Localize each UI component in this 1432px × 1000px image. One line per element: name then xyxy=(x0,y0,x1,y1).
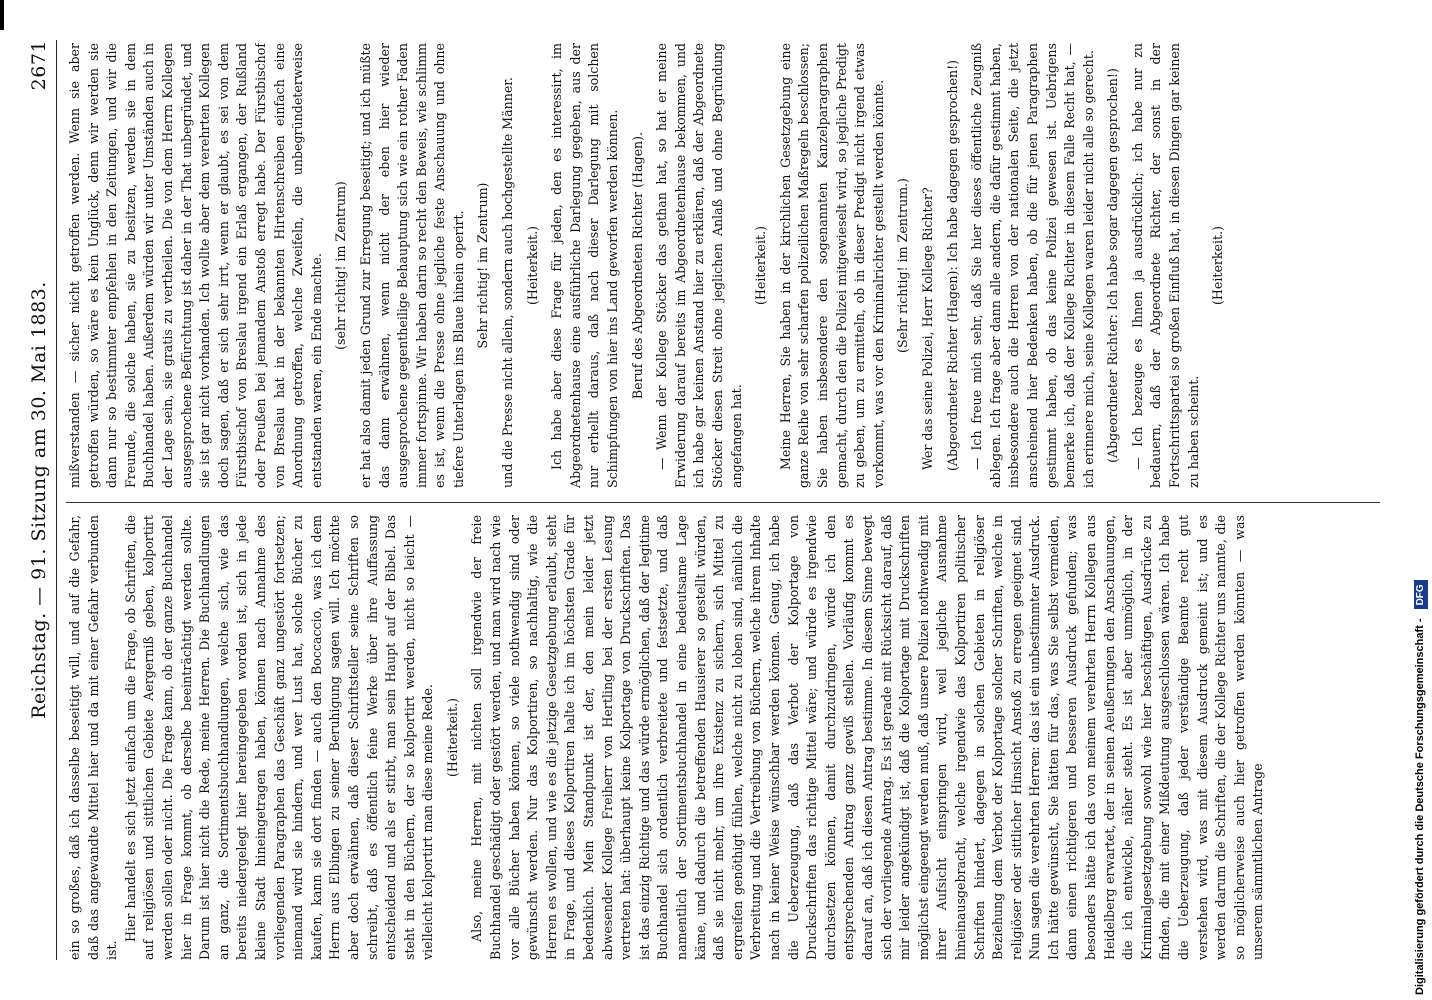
dfg-logo: DFG xyxy=(1414,580,1428,609)
funding-notice-text: Digitalisierung gefördert durch die Deutsche Forschungsgemeinschaft - xyxy=(1414,618,1426,995)
interjection: (Heiterkeit.) xyxy=(1210,226,1226,305)
document-page xyxy=(10,0,1390,1000)
interjection: (Abgeordneter Richter: Ich habe sogar dagegen gesprochen!) xyxy=(1105,68,1121,463)
paragraph: er hat also damit jeden Grund zur Erregung beseitigt; und ich müßte das dann erwähnen, wenn nicht der eben hier wieder ausgesprochene gegentheilige Behauptung sich wie ein rother Faden immer fortspinne. Wir haben darin so recht den Beweis, wie schlimm es ist, wenn die Presse ohne jegliche feste Anschauung und ohne tiefere Unterlagen ins Blaue hinein operirt. xyxy=(357,43,466,488)
interjection: (sehr richtig! im Zentrum) xyxy=(333,181,349,350)
paragraph: Also, meine Herren, mit nichten soll irgendwie der freie Buchhandel geschädigt oder gestört werden, und man wird nach wie vor alle Bücher haben können, so viele nothwendig sind oder gewünscht werden. Nur das Kolportiren, so nachhaltig, wie die Herren es wollen, und wie es die jetzige Gesetzgebung erlaubt, steht in Frage, und dieses Kolportiren halte ich im höchsten Grade für bedenklich. Mein Standpunkt ist der, den mein leider jetzt abwesender Kollege Freiherr von Hertling bei der ersten Lesung vertreten hat: überhaupt keine Kolportage von Druckschriften. Das ist das einzig Richtige und das würde ermöglichen, daß der legitime Buchhandel sich ordentlich verbreitete und festsetzte, und daß namentlich der Sortimentsbuchhandel in eine bedeutsame Lage käme, und dadurch die betreffenden Hausierer so gestellt würden, daß sie nicht mehr, um ihre Existenz zu sichern, sich Mittel zu ergreifen genöthigt fühlen, welche nicht zu loben sind, nämlich die Verbreitung und die Vertreibung von Büchern, welche ihrem Inhalte nach in keiner Weise wünschbar werden können. Genug, ich habe die Ueberzeugung, daß das Verbot der Kolportage von Druckschriften das richtige Mittel wäre; und würde es irgendwie durchsetzen können, damit durchzudringen, würde ich den entsprechenden Antrag ganz gewiß stellen. Vorläufig kommt es darauf an, daß ich diesen Antrag bestimme. In diesem Sinne bewegt sich der vorliegende Antrag. Es ist gerade mit Rücksicht darauf, daß mir leider angekündigt ist, daß die Kolportage mit Druckschriften möglichst eingeengt werden muß, daß unsere Polizei nothwendig mit ihrer Aufsicht einspringen wird, weil jegliche Ausnahme hineinausgebracht, welche irgendwie das Kolportiren politischer Schriften hindert, dagegen in solchen Gebieten in religiöser Beziehung dem Verbot der Kolportage solcher Schriften, welche in religiöser oder sittlicher Hinsicht Anstoß zu erregen geeignet sind. Nun sagen die verehrten Herren: das ist ein unbestimmter Ausdruck. Ich hätte gewünscht, Sie hätten für das, was Sie selbst vermeiden, dann einen richtigeren und besseren Ausdruck gefunden; was besonders hätte ich das von meinem verehrten Herrn Kollegen aus Heidelberg erwartet, der in seinen Aeußerungen den Anschauungen, die ich entwickle, näher steht. Es ist aber unmöglich, in der Kriminalgesetzgebung sowohl wie hier beschäftigen, Ausdrücke zu finden, die mit einer Mißdeutung ausgeschlossen wären. Ich habe die Ueberzeugung, daß jeder verständige Beamte recht gut verstehen wird, was mit diesem Ausdruck gemeint ist; und es werden darum die Schriften, die der Kollege Richter uns nannte, die so möglicherweise auch hier getroffen werden könnten — was unserem sämmtlichen Antrage xyxy=(469,515,1266,960)
page-number: 2671 xyxy=(28,40,50,91)
right-column xyxy=(66,43,1380,488)
interjection: Sehr richtig! im Zentrum) xyxy=(475,182,491,349)
interjection: (Heiterkeit.) xyxy=(444,698,460,777)
column-divider xyxy=(66,502,1380,503)
page-header xyxy=(24,40,54,960)
paragraph: — Wenn der Kollege Stöcker das gethan hat, so hat er meine Erwiderung darauf bereits im Abgeordnetenhause bekommen, und ich habe gar keinen Anstand hier zu erklären, daß der Abgeordnete Stöcker diesen Streit ohne jeglichen Anlaß und ohne Begründung angefangen hat. xyxy=(654,43,744,488)
header-rule xyxy=(56,40,57,960)
paragraph: und die Presse nicht allein, sondern auch hochgestellte Männer. xyxy=(500,77,516,488)
paragraph: Ich habe aber diese Frage für jeden, den es interessirt, im Abgeordnetenhause eine ausführliche Darlegung gegeben, aus der nur erhellt daraus, daß nach dieser Darlegung mit solchen Schimpfungen von hier ins Land geworfen werden können. xyxy=(549,43,621,488)
paragraph: mißverstanden — sicher nicht getroffen werden. Wenn sie aber getroffen würden, so wäre es kein Unglück, denn wir werden sie dann nur so bestimmter empfehlen in den Zeitungen, und wir die Freunde, die solche haben, sie zu besitzen, werden sie in dem Buchhandel haben. Außerdem würden wir unter Umständen auch in der Lage sein, sie gratis zu vertheilen. Die von dem Herrn Kollegen ausgesprochene Befürchtung ist daher in der That unbegründet, und sie ist gar nicht vorhanden. Ich wollte aber dem verehrten Kollegen doch sagen, daß er sich sehr irrt, wenn er glaubt, es sei von dem Fürstbischof von Breslau irgend ein Erlaß ergangen, der Rußland oder Preußen bei jemandem Anstoß erregt habe. Der Fürstbischof von Breslau hat in der bekannten Hirtenschreiben einfach eine Anordnung getroffen, welche Zweifeln, die unbegründeterweise entstanden waren, ein Ende machte. xyxy=(67,43,324,488)
interjection: (Abgeordneter Richter (Hagen): Ich habe dagegen gesprochen!) xyxy=(944,59,960,472)
interjection: Beruf des Abgeordneten Richter (Hagen). xyxy=(629,131,645,400)
interjection: (Sehr richtig! im Zentrum.) xyxy=(895,178,911,353)
paragraph: — Ich bezeuge es Ihnen ja ausdrücklich; ich habe nur zu bedauern, daß der Abgeordnete Richter, der sonst in der Fortschrittspartei so großen Einfluß hat, in diesen Dingen gar keinen zu haben scheint. xyxy=(1129,43,1201,488)
scan-edge-mark xyxy=(0,0,4,30)
funding-notice xyxy=(1410,0,1430,995)
paragraph: Hier handelt es sich jetzt einfach um die Frage, ob Schriften, die auf religiösen und sittlichen Gebiete Aergerniß geben, kolportirt werden sollen oder nicht. Die Frage kann, ob der ganze Buchhandel hier in Frage kommt, ob derselbe beeinträchtigt werden sollte. Darum ist hier nicht die Rede, meine Herren. Die Buchhandlungen an ganz, die Sortimentsbuchhandlungen, welche sich, wie das bereits niedergelegt hier hereingegeben worden ist, sich in jede kleine Stadt hineingetragen haben, können nach Annahme des vorliegenden Paragraphen das Geschäft ganz ungestört fortsetzen; niemand wird sie hindern, und wer Lust hat, solche Bücher zu kaufen, kann sie dort finden — auch den Boccaccio, was ich dem Herrn aus Elbingen zu seiner Beruhigung sagen will. Ich möchte aber doch erwähnen, daß dieser Schriftsteller seine Schriften so schreibt, daß es öffentlich feine Werke über ihre Auffassung entscheidend und als er stirbt, man sein Haupt auf der Bibel. Das steht in den Büchern, der so kolportirt werden, nicht so leicht — vielleicht kolportirt man diese meine Rede. xyxy=(122,515,436,960)
paragraph: Meine Herren, Sie haben in der kirchlichen Gesetzgebung eine ganze Reihe von sehr scharfen polizeilichen Maßregeln beschlossen; Sie haben insbesondere den sogenannten Kanzelparagraphen gemacht, durch den die Polizei mitgewieselt wird, so jegliche Predigt zu geben, um zu ermitteln, ob in dieser Predigt nicht irgend etwas vorkommt, was vor den Kriminalrichter gestellt werden könnte. xyxy=(777,43,886,488)
paragraph: Wer das seine Polizei, Herr Kollege Richter? xyxy=(919,187,935,470)
left-column xyxy=(66,515,1380,960)
running-head: Reichstag. — 91. Sitzung am 30. Mai 1883. xyxy=(28,281,50,719)
paragraph: — Ich freue mich sehr, daß Sie hier dieses öffentliche Zeugniß ablegen. Ich frage aber dann alle andern, die dafür gestimmt haben, insbesondere auch die Herren von der nationalen Seite, die jetzt anscheinend hier Bedenken haben, ob die für jenen Paragraphen gestimmt haben, ob das keine Polizei gewesen ist. Uebrigens bemerke ich, daß der Kollege Richter in diesem Falle Recht hat, — ich erinnere mich, seine Kollegen waren leider nicht alle so gerecht. xyxy=(969,43,1096,488)
interjection: (Heiterkeit.) xyxy=(524,226,540,305)
interjection: (Heiterkeit.) xyxy=(753,226,769,305)
paragraph: ein so großes, daß ich dasselbe beseitigt will, und auf die Gefahr, daß das angewandte Mittel hier und da mit einer Gefahr verbunden ist. xyxy=(67,515,120,960)
